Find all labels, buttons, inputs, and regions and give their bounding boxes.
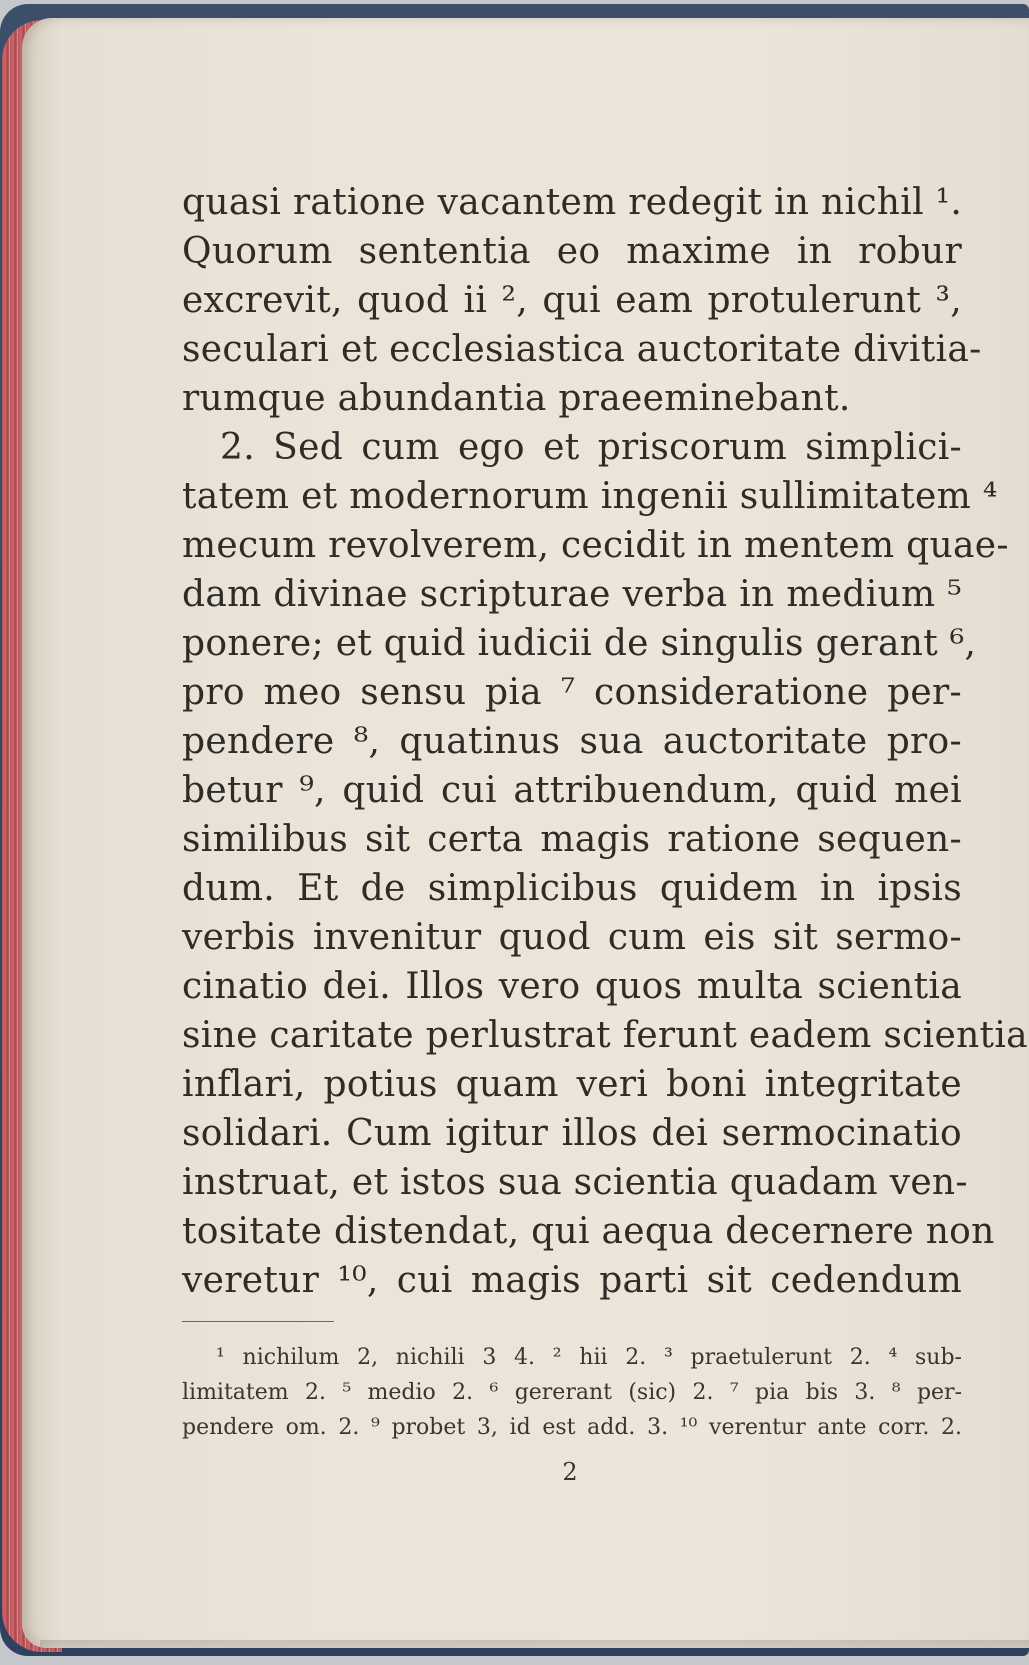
text-line: sine caritate perlustrat ferunt eadem scientia	[182, 1015, 1028, 1056]
main-text	[182, 178, 1028, 1305]
text-line: veretur ¹⁰, cui magis parti sit cedendum	[182, 1260, 962, 1301]
text-line: Quorum sententia eo maxime in robur	[182, 231, 962, 272]
text-line: rumque abundantia praeeminebant.	[182, 378, 851, 419]
text-line: tatem et modernorum ingenii sullimitatem ⁴	[182, 476, 998, 517]
text-line: instruat, et istos sua scientia quadam ven-	[182, 1162, 968, 1203]
text-line: mecum revolverem, cecidit in mentem quae-	[182, 525, 1009, 566]
text-line: dum. Et de simplicibus quidem in ipsis	[182, 868, 962, 909]
text-line: pendere ⁸, quatinus sua auctoritate pro-	[182, 721, 962, 762]
text-line: quasi ratione vacantem redegit in nichil ¹.	[182, 182, 963, 223]
text-line: solidari. Cum igitur illos dei sermocinatio	[182, 1113, 962, 1154]
text-line: inflari, potius quam veri boni integritate	[182, 1064, 962, 1105]
text-line: dam divinae scripturae verba in medium ⁵	[182, 574, 962, 615]
text-line: seculari et ecclesiastica auctoritate divitia-	[182, 329, 982, 370]
text-line: cinatio dei. Illos vero quos multa scientia	[182, 966, 962, 1007]
text-line: pro meo sensu pia ⁷ consideratione per-	[182, 672, 962, 713]
footnotes	[182, 1340, 962, 1445]
text-line: 2. Sed cum ego et priscorum simplici-	[220, 427, 962, 468]
footnote-line: ¹ nichilum 2, nichili 3 4. ² hii 2. ³ praetulerunt 2. ⁴ sub-	[216, 1345, 962, 1370]
footnote-line: pendere om. 2. ⁹ probet 3, id est add. 3. ¹⁰ verentur ante corr. 2.	[182, 1415, 962, 1440]
text-line: tositate distendat, qui aequa decernere non	[182, 1211, 995, 1252]
text-line: excrevit, quod ii ², qui eam protulerunt ³,	[182, 280, 962, 321]
footnote-divider	[182, 1321, 334, 1322]
footnote-line: limitatem 2. ⁵ medio 2. ⁶ gererant (sic) 2. ⁷ pia bis 3. ⁸ per-	[182, 1380, 962, 1405]
text-line: ponere; et quid iudicii de singulis gerant ⁶,	[182, 623, 977, 664]
text-line: similibus sit certa magis ratione sequen-	[182, 819, 962, 860]
text-line: verbis invenitur quod cum eis sit sermo-	[182, 917, 962, 958]
text-line: betur ⁹, quid cui attribuendum, quid mei	[182, 770, 962, 811]
page-number: 2	[562, 1458, 578, 1486]
page-shadow	[40, 1640, 1029, 1652]
